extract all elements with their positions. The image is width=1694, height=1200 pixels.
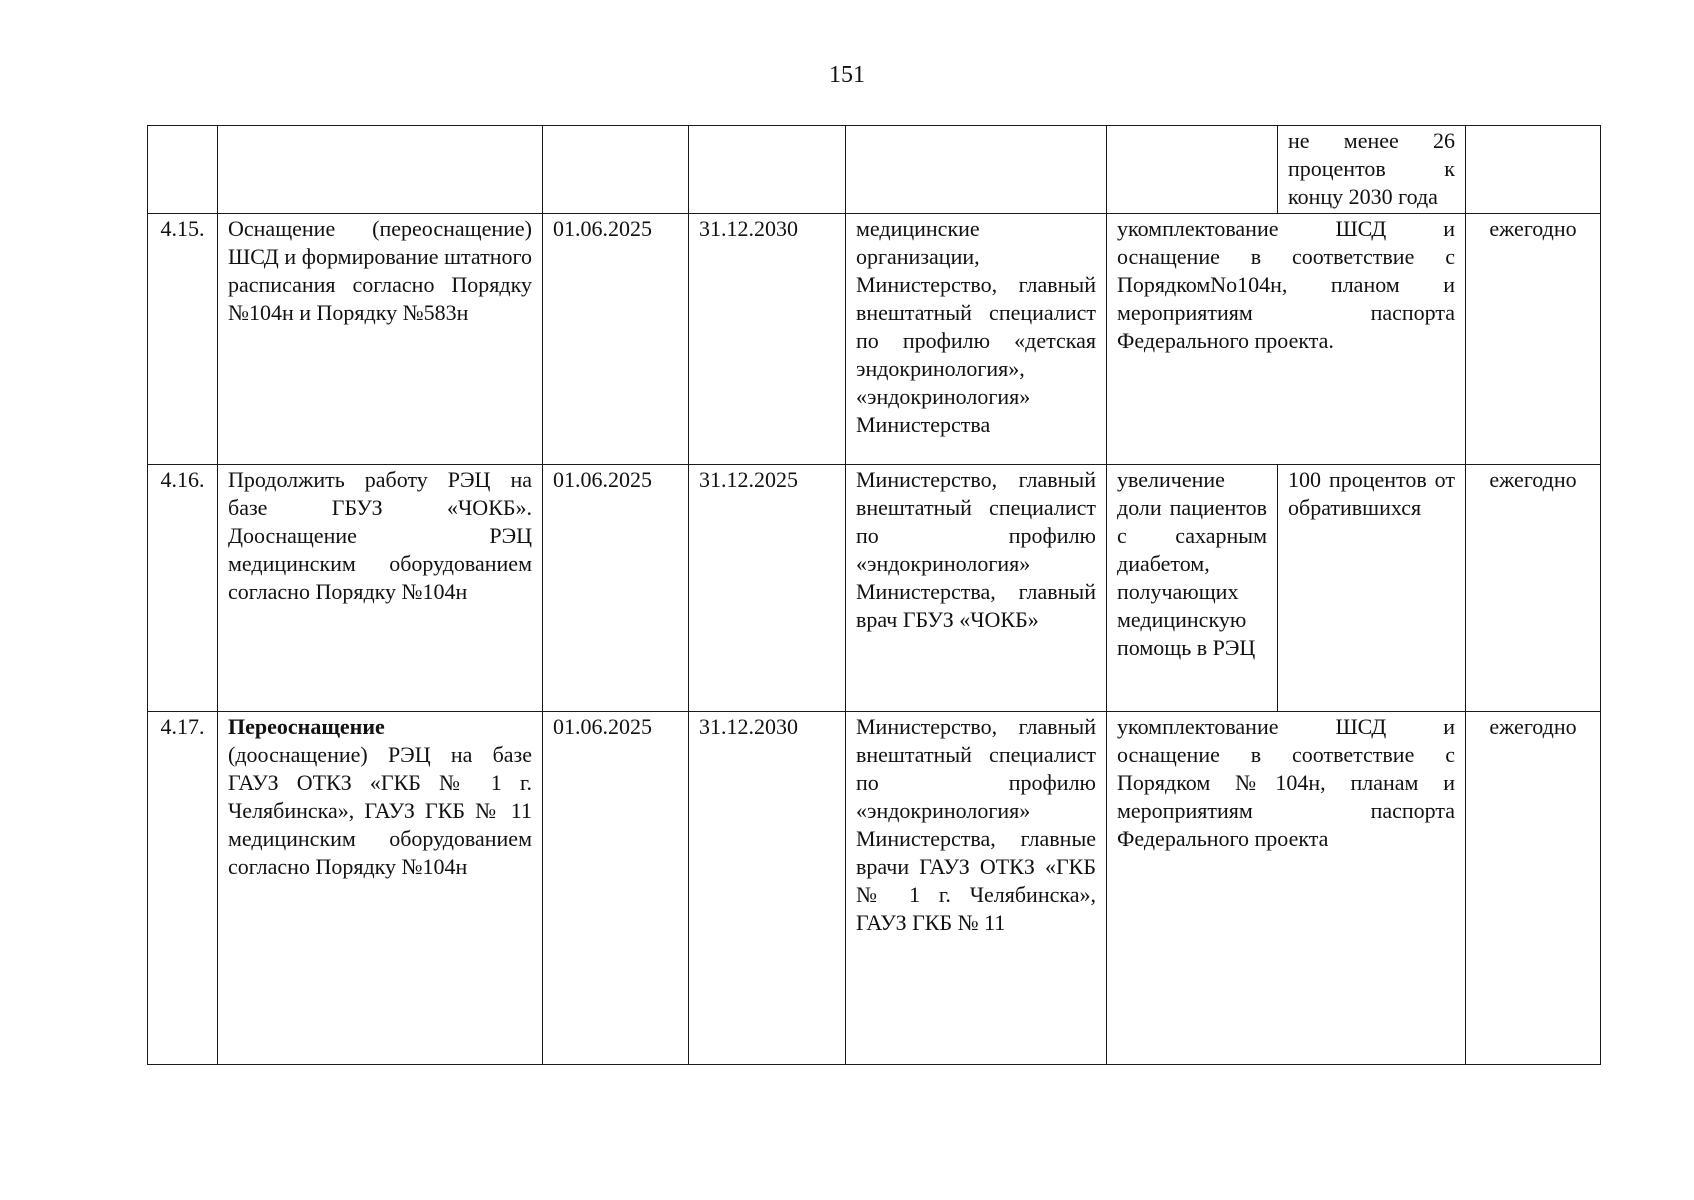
cell-periodicity: ежегодно [1466,465,1601,712]
cell-responsible: Министерство, главный внештатный специалист по профилю «эндокринология» Министерства, главный врач ГБУЗ «ЧОКБ» [846,465,1107,712]
table-row [148,465,1601,712]
table-row [148,712,1601,1065]
cell-end-date: 31.12.2030 [689,712,846,1065]
cell-number: 4.17. [148,712,218,1065]
cell-activity: Оснащение (переоснащение) ШСД и формирование штатного расписания согласно Порядку №104н и Порядку №583н [218,214,543,465]
cell-number: 4.16. [148,465,218,712]
cell-activity [218,126,543,214]
cell-end-date: 31.12.2025 [689,465,846,712]
cell-responsible: Министерство, главный внештатный специалист по профилю «эндокринология» Министерства, главные врачи ГАУЗ ОТКЗ «ГКБ № 1 г. Челябинска», ГАУЗ ГКБ № 11 [846,712,1107,1065]
cell-periodicity: ежегодно [1466,712,1601,1065]
cell-indicator [1107,126,1278,214]
cell-result: укомплектование ШСД и оснащение в соответствие с ПорядкомNo104н, планом и мероприятиям паспорта Федерального проекта. [1107,214,1466,465]
cell-activity [218,712,543,1065]
page-number: 151 [829,62,865,88]
table-row-continued [148,126,1601,214]
cell-periodicity [1466,126,1601,214]
table-row [148,214,1601,465]
cell-number: 4.15. [148,214,218,465]
cell-end-date: 31.12.2030 [689,214,846,465]
cell-periodicity: ежегодно [1466,214,1601,465]
activity-text: (дооснащение) РЭЦ на базе ГАУЗ ОТКЗ «ГКБ № 1 г. Челябинска», ГАУЗ ГКБ № 11 медицинским оборудованием согласно Порядку №104н [228,742,532,879]
activity-plan-table [147,125,1601,1065]
cell-responsible [846,126,1107,214]
cell-end-date [689,126,846,214]
cell-start-date: 01.06.2025 [543,214,689,465]
cell-target-value: 100 процентов от обратившихся [1278,465,1466,712]
cell-start-date [543,126,689,214]
cell-activity: Продолжить работу РЭЦ на базе ГБУЗ «ЧОКБ». Дооснащение РЭЦ медицинским оборудованием согласно Порядку №104н [218,465,543,712]
cell-responsible: медицинские организации, Министерство, главный внештатный специалист по профилю «детская эндокринология», «эндокринология» Министерства [846,214,1107,465]
activity-bold-word: Переоснащение [228,714,385,739]
cell-target-value: не менее 26 процентов к концу 2030 года [1278,126,1466,214]
cell-start-date: 01.06.2025 [543,712,689,1065]
cell-number [148,126,218,214]
cell-start-date: 01.06.2025 [543,465,689,712]
cell-indicator: увеличение доли пациентов с сахарным диабетом, получающих медицинскую помощь в РЭЦ [1107,465,1278,712]
cell-result: укомплектование ШСД и оснащение в соответствие с Порядком №104н, планам и мероприятиям паспорта Федерального проекта [1107,712,1466,1065]
